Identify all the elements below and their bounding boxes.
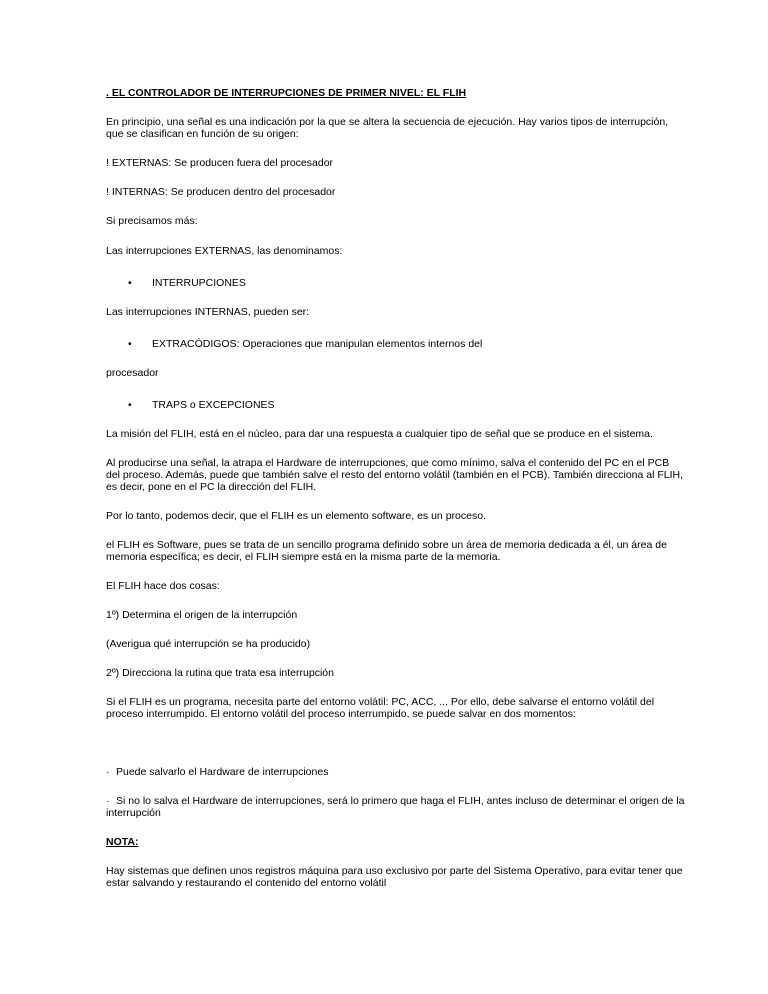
list-item-label: INTERRUPCIONES [152, 277, 246, 289]
bullet-icon: • [128, 399, 132, 411]
paragraph-producirse-line-1: Al producirse una señal, la atrapa el Hardware de interrupciones, que como mínimo, salva el contenido del PC en el PCB [106, 457, 670, 469]
list-item-label: Si no lo salva el Hardware de interrupciones, será lo primero que haga el FLIH, antes incluso de determinar el origen de la [116, 795, 685, 807]
paragraph-procesador: procesador [106, 367, 159, 379]
paragraph-flih-software-line-1: el FLIH es Software, pues se trata de un sencillo programa definido sobre un área de memoria dedicada a él, un área de [106, 539, 667, 551]
paragraph-programa-line-1: Si el FLIH es un programa, necesita parte del entorno volátil: PC, ACC, ... Por ello, debe salvarse el entorno volátil del [106, 696, 655, 708]
paragraph-internas-pueden: Las interrupciones INTERNAS, pueden ser: [106, 306, 310, 318]
paragraph-producirse-line-3: es decir, pone en el PC la dirección del FLIH. [106, 481, 317, 493]
list-item-si-no-lo-salva [106, 795, 685, 808]
small-bullet-icon: · [106, 766, 110, 778]
list-item-label: EXTRACÓDIGOS: Operaciones que manipulan elementos internos del [152, 338, 483, 350]
list-item-label: Puede salvarlo el Hardware de interrupciones [116, 766, 329, 778]
list-item-interrupciones [128, 278, 246, 290]
list-item-extracodigos [128, 339, 482, 351]
list-item-puede-salvarlo [106, 767, 666, 779]
paragraph-mision: La misión del FLIH, está en el núcleo, para dar una respuesta a cualquier tipo de señal que se produce en el sistema. [106, 428, 653, 440]
paragraph-externas: ! EXTERNAS: Se producen fuera del procesador [106, 157, 334, 169]
paragraph-nota-line-2: estar salvando y restaurando el contenido del entorno volátil [106, 877, 387, 889]
paragraph-intro-line-2: que se clasifican en función de su origen: [106, 128, 299, 140]
list-item-label: TRAPS o EXCEPCIONES [152, 399, 275, 411]
small-bullet-icon: · [106, 795, 110, 807]
paragraph-internas: ! INTERNAS: Se producen dentro del procesador [106, 186, 336, 198]
document-title: . EL CONTROLADOR DE INTERRUPCIONES DE PRIMER NIVEL: EL FLIH [106, 87, 467, 99]
paragraph-producirse-line-2: del proceso. Además, puede que también salve el resto del entorno volátil (también en el PCB). También direcciona al FLIH, [106, 469, 684, 481]
list-item-traps [128, 400, 275, 412]
paragraph-programa-line-2: proceso interrumpido. El entorno volátil del proceso interrumpido, se puede salvar en dos momentos: [106, 708, 576, 720]
paragraph-determina: 1º) Determina el origen de la interrupción [106, 609, 298, 621]
paragraph-precisamos: Si precisamos más: [106, 215, 198, 227]
list-item-si-no-lo-salva-line-2: interrupción [106, 807, 161, 819]
bullet-icon: • [128, 277, 132, 289]
paragraph-flih-software-line-2: memoria específica; es decir, el FLIH siempre está en la misma parte de la memoria. [106, 551, 501, 563]
paragraph-nota-line-1: Hay sistemas que definen unos registros máquina para uso exclusivo por parte del Sistema Operativo, para evitar tener que [106, 865, 683, 877]
paragraph-direcciona: 2º) Direcciona la rutina que trata esa interrupción [106, 667, 334, 679]
nota-heading: NOTA: [106, 836, 139, 848]
paragraph-por-lo-tanto: Por lo tanto, podemos decir, que el FLIH es un elemento software, es un proceso. [106, 510, 486, 522]
bullet-icon: • [128, 338, 132, 350]
paragraph-averigua: (Averigua qué interrupción se ha producido) [106, 638, 311, 650]
paragraph-dos-cosas: El FLIH hace dos cosas: [106, 580, 220, 592]
paragraph-intro-line-1: En principio, una señal es una indicación por la que se altera la secuencia de ejecución. Hay varios tipos de interrupción, [106, 116, 669, 128]
paragraph-externas-denominamos: Las interrupciones EXTERNAS, las denominamos: [106, 245, 343, 257]
